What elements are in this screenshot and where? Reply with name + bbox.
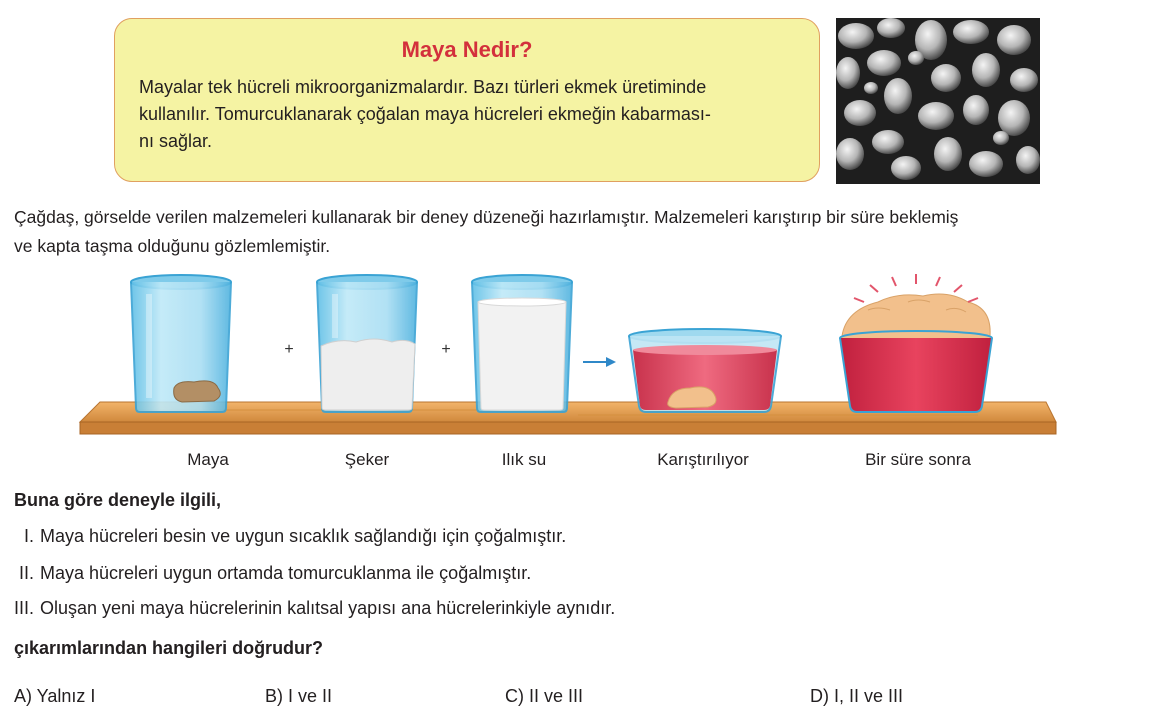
statement-text: Oluşan yeni maya hücrelerinin kalıtsal yapısı ana hücrelerinkiyle aynıdır.: [40, 598, 616, 618]
statement-2: [0, 563, 531, 584]
question-lead: Buna göre deneyle ilgili,: [14, 490, 222, 510]
intro-line: ve kapta taşma olduğunu gözlemlemiştir.: [14, 236, 331, 256]
beaker-ilik-su: [472, 275, 572, 412]
option-b[interactable]: B) I ve II: [265, 686, 333, 706]
info-line: kullanılır. Tomurcuklanarak çoğalan maya hücreleri ekmeğin kabarması-: [139, 104, 711, 124]
option-d[interactable]: D) I, II ve III: [810, 686, 904, 706]
statement-text: Maya hücreleri besin ve uygun sıcaklık sağlandığı için çoğalmıştır.: [40, 526, 567, 546]
statement-3: [0, 598, 615, 619]
question-tail: çıkarımlarından hangileri doğrudur?: [14, 638, 324, 658]
beaker-maya: [131, 275, 231, 412]
arrow-icon: [583, 357, 616, 367]
yeast-micrograph-image: [836, 18, 1040, 184]
statement-number: I.: [23, 526, 34, 546]
statement-number: III.: [13, 598, 34, 618]
option-a[interactable]: A) Yalnız I: [14, 686, 96, 706]
statement-number: II.: [18, 563, 34, 583]
info-line: nı sağlar.: [139, 131, 213, 151]
bowl-risen-dough: [840, 274, 992, 412]
beaker-seker: [317, 275, 417, 412]
info-title: Maya Nedir?: [401, 37, 533, 62]
caption-ilik-su: Ilık su: [501, 450, 547, 469]
experiment-illustration: [78, 270, 1068, 450]
intro-text: [14, 203, 1144, 261]
info-text: [139, 74, 799, 155]
intro-line: Çağdaş, görselde verilen malzemeleri kullanarak bir deney düzeneği hazırlamıştır. Malzemeleri karıştırıp bir süre beklemiş: [14, 207, 959, 227]
statement-text: Maya hücreleri uygun ortamda tomurcuklanma ile çoğalmıştır.: [40, 563, 532, 583]
caption-maya: Maya: [187, 450, 229, 469]
caption-seker: Şeker: [344, 450, 390, 469]
option-c[interactable]: C) II ve III: [505, 686, 584, 706]
info-line: Mayalar tek hücreli mikroorganizmalardır. Bazı türleri ekmek üretiminde: [139, 77, 707, 97]
info-box: [114, 18, 820, 182]
statement-1: [0, 526, 566, 547]
plus-sign: +: [441, 341, 451, 358]
caption-bir-sure-sonra: Bir süre sonra: [865, 450, 971, 469]
plus-sign: +: [284, 341, 294, 358]
caption-karistiriliyor: Karıştırılıyor: [657, 450, 749, 469]
bowl-mixing: [629, 329, 781, 412]
